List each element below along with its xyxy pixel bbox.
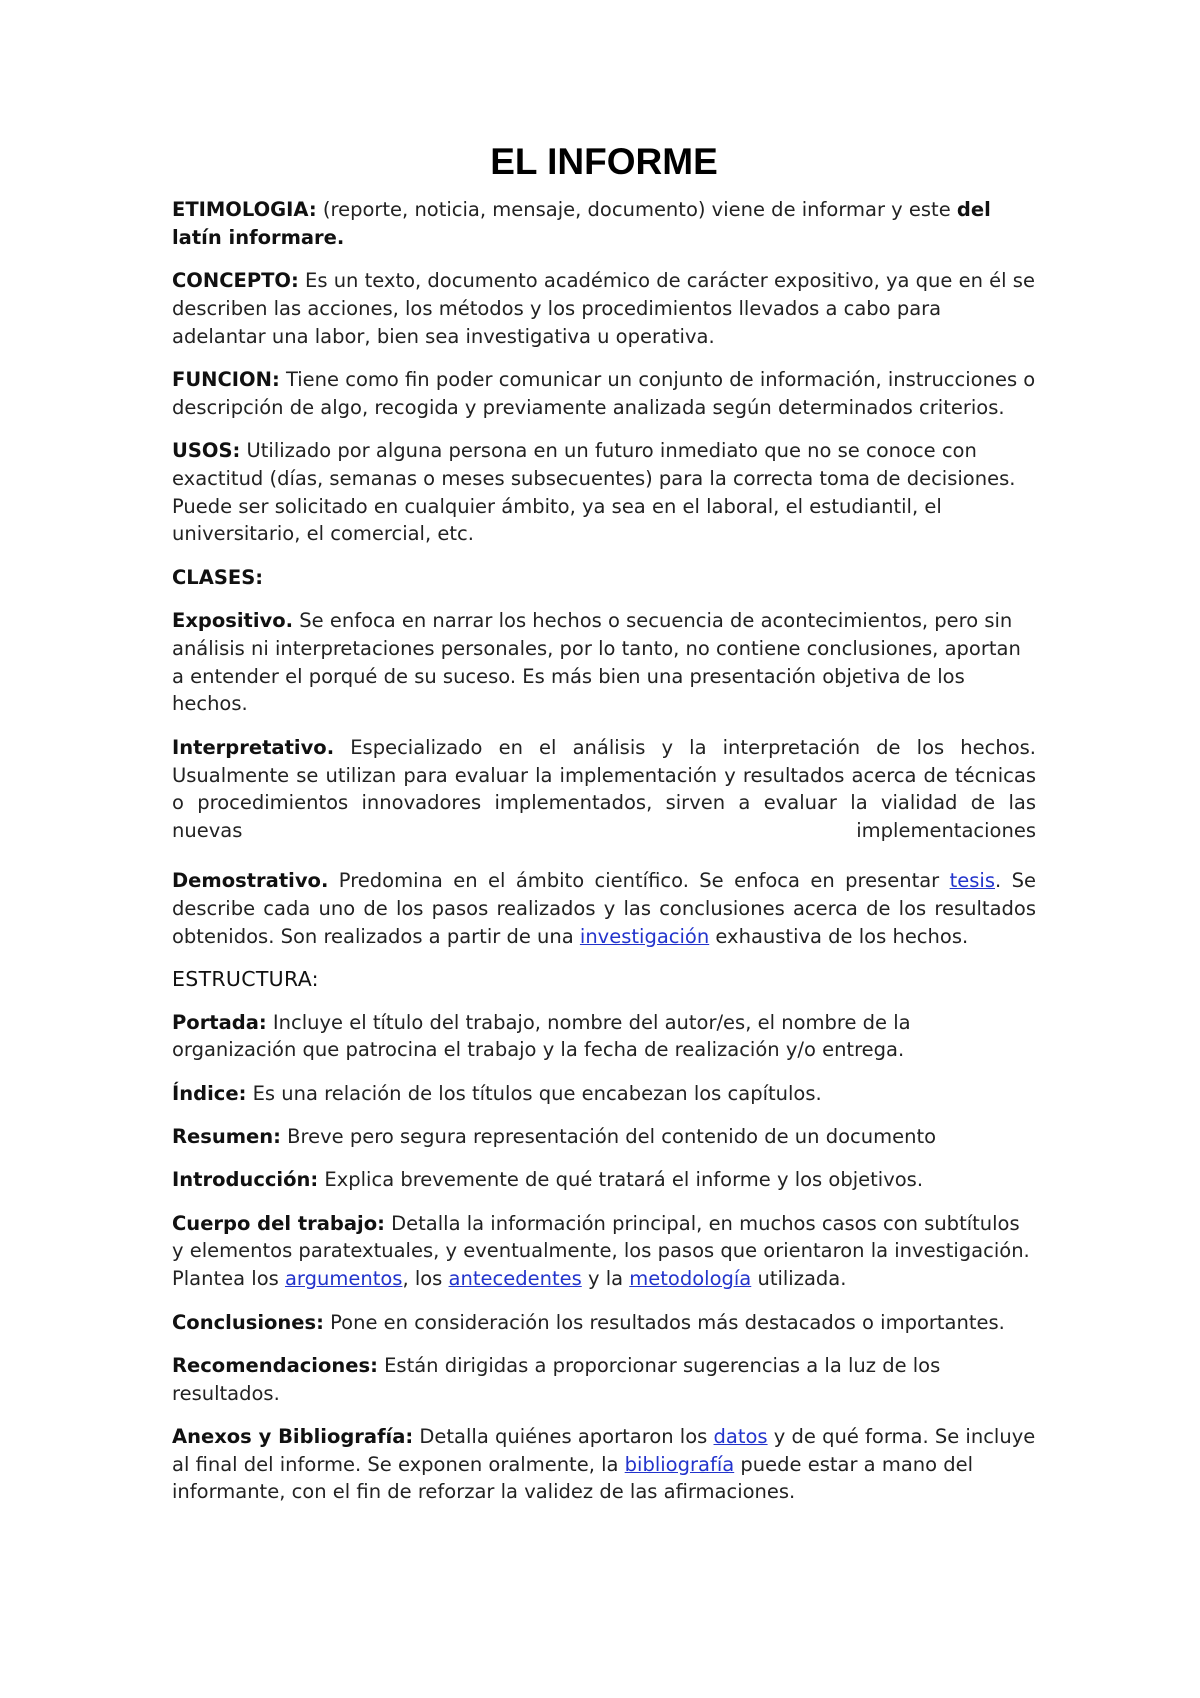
paragraph-recomendaciones	[172, 1352, 1036, 1408]
paragraph-introduccion	[172, 1166, 1036, 1194]
text-cuerpo-b: , los	[402, 1267, 449, 1291]
link-metodologia[interactable]: metodología	[629, 1267, 752, 1291]
text-resumen: Breve pero segura representación del contenido de un documento	[280, 1125, 937, 1149]
paragraph-etimologia	[172, 196, 1036, 252]
label-resumen: Resumen:	[172, 1125, 281, 1149]
text-etimologia-bold: del latín informare.	[172, 198, 991, 249]
document-page	[172, 140, 1036, 1522]
text-introduccion: Explica brevemente de qué tratará el informe y los objetivos.	[318, 1168, 924, 1192]
paragraph-interpretativo	[172, 734, 1036, 845]
text-interpretativo: Especializado en el análisis y la interpretación de los hechos. Usualmente se utilizan para evaluar la implementación y resultados acerca de técnicas o procedimientos innovadores implementados, sirven a evaluar la vialidad de las nuevas implementaciones	[172, 735, 1036, 843]
text-recomendaciones: Están dirigidas a proporcionar sugerencias a la luz de los resultados.	[172, 1353, 941, 1405]
text-demostrativo-b: . Se describe cada uno de los pasos realizados y las conclusiones acerca de los resultados obtenidos. Son realizados a partir de una	[172, 868, 1036, 948]
text-conclusiones: Pone en consideración los resultados más destacados o importantes.	[323, 1310, 1005, 1334]
text-demostrativo-c: exhaustiva de los hechos.	[709, 924, 969, 948]
text-expositivo: Se enfoca en narrar los hechos o secuencia de acontecimientos, pero sin análisis ni interpretaciones personales, por lo tanto, no contiene conclusiones, aportan a entender el porqué de su suceso. Es más bien una presentación objetiva de los hechos.	[172, 609, 1021, 716]
text-anexos-a: Detalla quiénes aportaron los	[413, 1424, 714, 1448]
label-recomendaciones: Recomendaciones:	[172, 1353, 378, 1377]
paragraph-usos	[172, 437, 1036, 548]
text-anexos-c: puede estar a mano del informante, con el fin de reforzar la validez de las afirmaciones.	[172, 1452, 974, 1504]
text-usos: Utilizado por alguna persona en un futuro inmediato que no se conoce con exactitud (días, semanas o meses subsecuentes) para la correcta toma de decisiones. Puede ser solicitado en cualquier ámbito, ya sea en el laboral, el estudiantil, el universitario, el comercial, etc.	[172, 439, 1016, 546]
paragraph-expositivo	[172, 607, 1036, 718]
label-expositivo: Expositivo.	[172, 609, 294, 633]
text-cuerpo-c: y la	[581, 1267, 630, 1291]
paragraph-funcion	[172, 366, 1036, 422]
link-investigacion[interactable]: investigación	[579, 924, 710, 948]
text-funcion: Tiene como fin poder comunicar un conjunto de información, instrucciones o descripción de algo, recogida y previamente analizada según determinados criterios.	[172, 367, 1036, 419]
label-concepto: CONCEPTO:	[172, 269, 299, 293]
link-antecedentes[interactable]: antecedentes	[448, 1267, 582, 1291]
label-anexos: Anexos y Bibliografía:	[172, 1424, 414, 1448]
link-tesis[interactable]: tesis	[949, 868, 995, 892]
paragraph-concepto	[172, 267, 1036, 350]
label-usos: USOS:	[172, 439, 241, 463]
text-etimologia: (reporte, noticia, mensaje, documento) viene de informar y este	[316, 198, 957, 221]
text-cuerpo-a: Detalla la información principal, en muchos casos con subtítulos y elementos paratextuales, y eventualmente, los pasos que orientaron la investigación. Plantea los	[172, 1211, 1030, 1291]
label-demostrativo: Demostrativo.	[172, 868, 329, 892]
text-anexos-b: y de qué forma. Se incluye al final del informe. Se exponen oralmente, la	[172, 1424, 1036, 1476]
link-bibliografia[interactable]: bibliografía	[624, 1452, 735, 1476]
label-cuerpo: Cuerpo del trabajo:	[172, 1211, 385, 1235]
label-conclusiones: Conclusiones:	[172, 1310, 324, 1334]
paragraph-conclusiones	[172, 1309, 1036, 1337]
heading-clases	[172, 564, 1036, 592]
label-etimologia: ETIMOLOGIA:	[172, 198, 317, 221]
text-concepto: Es un texto, documento académico de carácter expositivo, ya que en él se describen las acciones, los métodos y los procedimientos llevados a cabo para adelantar una labor, bien sea investigativa u operativa.	[172, 269, 1035, 348]
label-introduccion: Introducción:	[172, 1168, 319, 1192]
label-portada: Portada:	[172, 1010, 267, 1034]
label-interpretativo: Interpretativo.	[172, 735, 335, 759]
paragraph-demostrativo	[172, 867, 1036, 950]
link-argumentos[interactable]: argumentos	[284, 1267, 403, 1291]
label-clases: CLASES:	[172, 565, 264, 589]
paragraph-anexos	[172, 1423, 1036, 1506]
text-indice: Es una relación de los títulos que encabezan los capítulos.	[246, 1081, 822, 1105]
label-indice: Índice:	[172, 1081, 247, 1105]
text-portada: Incluye el título del trabajo, nombre del autor/es, el nombre de la organización que patrocina el trabajo y la fecha de realización y/o entrega.	[172, 1010, 911, 1062]
document-title: EL INFORME	[490, 141, 718, 182]
text-demostrativo-a: Predomina en el ámbito científico. Se enfoca en presentar	[328, 868, 950, 892]
text-cuerpo-d: utilizada.	[751, 1267, 847, 1291]
paragraph-indice	[172, 1080, 1036, 1108]
label-funcion: FUNCION:	[172, 367, 280, 391]
paragraph-portada	[172, 1009, 1036, 1065]
link-datos[interactable]: datos	[713, 1424, 768, 1448]
heading-estructura: ESTRUCTURA:	[172, 966, 319, 991]
paragraph-resumen	[172, 1123, 1036, 1151]
paragraph-cuerpo	[172, 1210, 1036, 1293]
